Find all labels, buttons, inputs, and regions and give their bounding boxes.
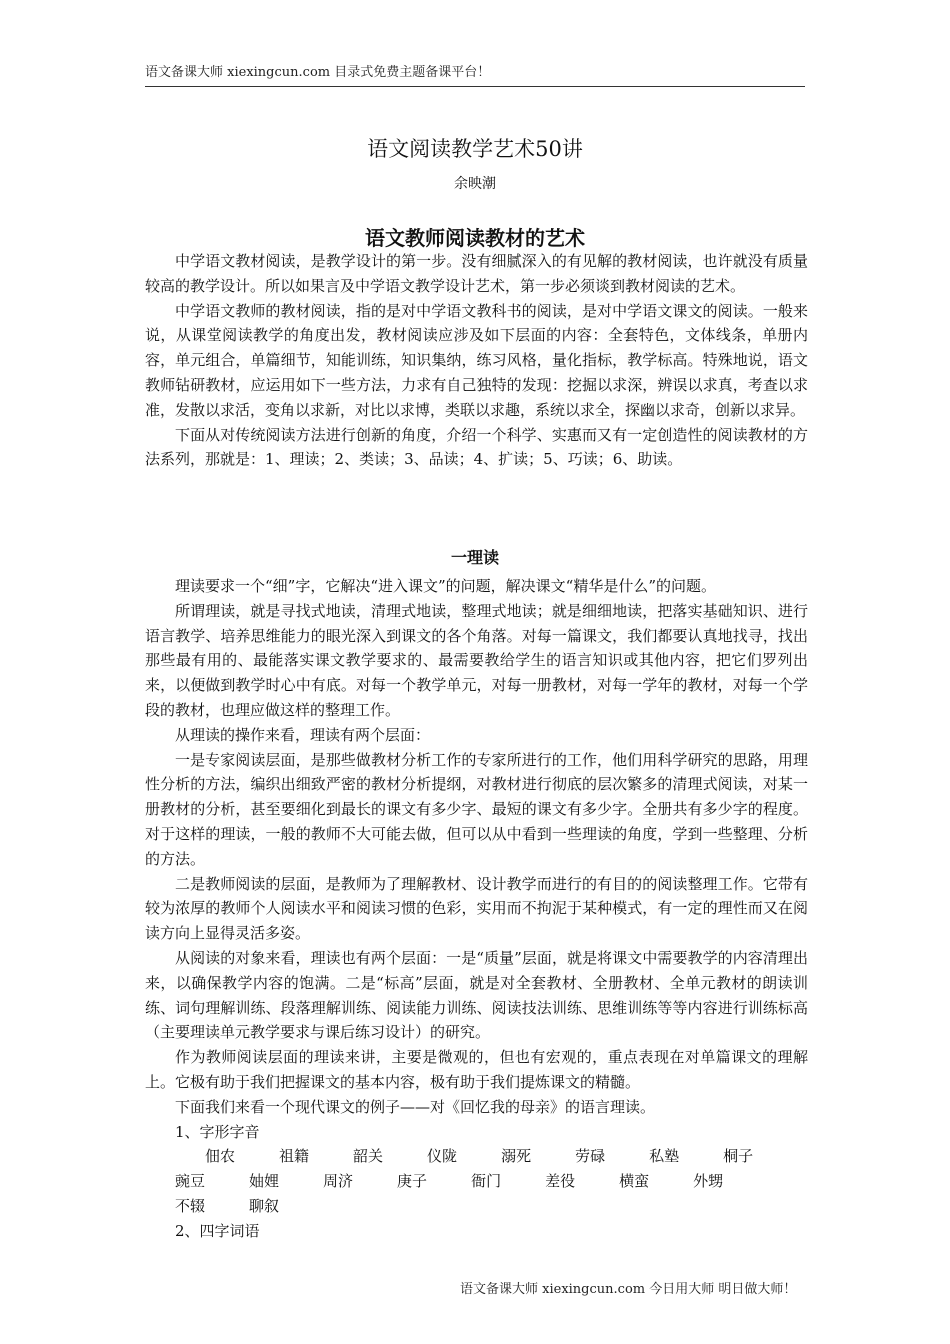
word-item: 横蛮 bbox=[619, 1172, 650, 1191]
word-item: 仪陇 bbox=[427, 1147, 458, 1166]
list-heading: 2、四字词语 bbox=[175, 1221, 260, 1240]
page-header: 语文备课大师 xiexingcun.com 目录式免费主题备课平台！ bbox=[145, 62, 805, 87]
page-footer: 语文备课大师 xiexingcun.com 今日用大师 明日做大师！ bbox=[460, 1282, 797, 1297]
intro-body bbox=[145, 249, 808, 472]
paragraph: 作为教师阅读层面的理读来讲，主要是微观的，但也有宏观的，重点表现在对单篇课文的理解上。它极有助于我们把握课文的基本内容，极有助于我们提炼课文的精髓。 bbox=[145, 1048, 808, 1091]
paragraph: 从阅读的对象来看，理读也有两个层面：一是“质量”层面，就是将课文中需要教学的内容清理出来，以确保教学内容的饱满。二是“标高”层面，就是对全套教材、全册教材、全单元教材的朗读训练、词句理解训练、段落理解训练、阅读能力训练、阅读技法训练、思维训练等等内容进行训练标高（主要理读单元教学要求与课后练习设计）的研究。 bbox=[145, 948, 808, 1042]
paragraph: 中学语文教师的教材阅读，指的是对中学语文教科书的阅读，是对中学语文课文的阅读。一般来说，从课堂阅读教学的角度出发，教材阅读应涉及如下层面的内容：全套特色，文体线条，单册内容，单元组合，单篇细节，知能训练，知识集纳，练习风格，量化指标，教学标高。特殊地说，语文教师钻研教材，应运用如下一些方法，力求有自己独特的发现：挖掘以求深，辨误以求真，考查以求准，发散以求活，变角以求新，对比以求博，类联以求趣，系统以求全，探幽以求奇，创新以求异。 bbox=[145, 301, 808, 419]
list-heading: 1、字形字音 bbox=[175, 1122, 260, 1141]
word-item: 韶关 bbox=[353, 1147, 384, 1166]
word-item: 桐子 bbox=[723, 1147, 754, 1166]
document-author: 余映潮 bbox=[454, 176, 496, 192]
paragraph: 从理读的操作来看，理读有两个层面： bbox=[175, 725, 431, 744]
subsection-title: 一理读 bbox=[450, 548, 499, 567]
word-item: 祖籍 bbox=[279, 1147, 310, 1166]
subsection-body bbox=[145, 574, 808, 1244]
word-item: 庚子 bbox=[397, 1172, 428, 1191]
paragraph: 一是专家阅读层面，是那些做教材分析工作的专家所进行的工作，他们用科学研究的思路，用理性分析的方法，编织出细致严密的教材分析提纲，对教材进行彻底的层次繁多的清理式阅读，对某一册教材的分析，甚至要细化到最长的课文有多少字、最短的课文有多少字。全册共有多少字的程度。对于这样的理读，一般的教师不大可能去做，但可以从中看到一些理读的角度，学到一些整理、分析的方法。 bbox=[145, 750, 808, 868]
paragraph: 中学语文教材阅读，是教学设计的第一步。没有细腻深入的有见解的教材阅读，也许就没有质量较高的教学设计。所以如果言及中学语文教学设计艺术，第一步必须谈到教材阅读的艺术。 bbox=[145, 252, 808, 295]
paragraph: 下面我们来看一个现代课文的例子——对《回忆我的母亲》的语言理读。 bbox=[175, 1097, 656, 1116]
word-item: 聊叙 bbox=[249, 1196, 280, 1215]
word-item: 差役 bbox=[545, 1172, 576, 1191]
word-item: 不辍 bbox=[175, 1196, 206, 1215]
paragraph: 理读要求一个“细”字，它解决“进入课文”的问题，解决课文“精华是什么”的问题。 bbox=[175, 577, 717, 595]
paragraph: 二是教师阅读的层面，是教师为了理解教材、设计教学而进行的有目的的阅读整理工作。它带有较为浓厚的教师个人阅读水平和阅读习惯的色彩，实用而不拘泥于某种模式，有一定的理性而又在阅读方向上显得灵活多姿。 bbox=[145, 874, 808, 943]
word-item: 豌豆 bbox=[175, 1172, 206, 1191]
word-item: 劳碌 bbox=[575, 1147, 606, 1166]
section-title: 语文教师阅读教材的艺术 bbox=[365, 226, 585, 250]
word-item: 周济 bbox=[323, 1172, 354, 1191]
word-item: 溺死 bbox=[501, 1147, 532, 1166]
word-item: 衙门 bbox=[471, 1172, 502, 1191]
paragraph: 所谓理读，就是寻找式地读，清理式地读，整理式地读；就是细细地读，把落实基础知识、进行语言教学、培养思维能力的眼光深入到课文的各个角落。对每一篇课文，我们都要认真地找寻，找出那些最有用的、最能落实课文教学要求的、最需要教给学生的语言知识或其他内容，把它们罗列出来，以便做到教学时心中有底。对每一个教学单元，对每一册教材，对每一学年的教材，对每一个学段的教材，也理应做这样的整理工作。 bbox=[145, 601, 808, 719]
word-item: 妯娌 bbox=[249, 1172, 280, 1191]
paragraph: 下面从对传统阅读方法进行创新的角度，介绍一个科学、实惠而又有一定创造性的阅读教材的方法系列，那就是：1、理读；2、类读；3、品读；4、扩读；5、巧读；6、助读。 bbox=[145, 425, 808, 469]
character-word-list bbox=[145, 1144, 808, 1218]
document-title: 语文阅读教学艺术50讲 bbox=[367, 137, 583, 161]
word-item: 私塾 bbox=[649, 1147, 680, 1166]
word-item: 外甥 bbox=[693, 1172, 724, 1191]
word-item: 佃农 bbox=[205, 1147, 236, 1166]
